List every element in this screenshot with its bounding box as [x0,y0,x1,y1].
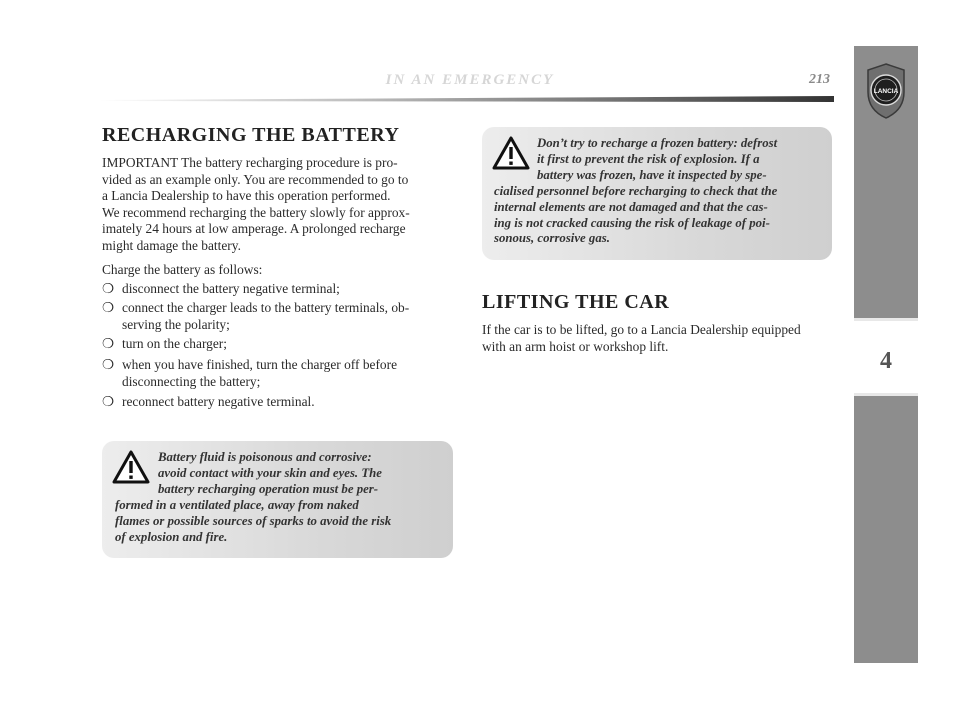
text-line: imately 24 hours at low amperage. A prolonged recharge [102,221,406,237]
text-line: Don’t try to recharge a frozen battery: defrost [537,136,778,150]
bullet-icon: ❍ [102,357,115,372]
text-line: battery was frozen, have it inspected by spe- [537,167,767,182]
text-line: a Lancia Dealership to have this operation performed. [102,188,391,204]
bullet-icon: ❍ [102,300,115,315]
text-line: battery recharging operation must be per- [158,481,379,496]
warning-text [115,498,445,545]
step-text: connect the charger leads to the battery terminals, ob- [122,300,410,315]
step-text: turn on the charger; [122,336,227,351]
intro-text: Charge the battery as follows: [102,262,263,277]
text-line: it first to prevent the risk of explosion. If a [537,151,760,166]
recharging-heading: RECHARGING THE BATTERY [102,124,400,146]
bullet-icon: ❍ [102,336,115,351]
step-text: serving the polarity; [122,316,230,332]
text-line: avoid contact with your skin and eyes. The [158,465,382,480]
lifting-paragraph [482,322,842,355]
text-line: Battery fluid is poisonous and corrosive: [158,450,372,464]
text-line: internal elements are not damaged and that the cas- [494,199,768,214]
text-line: We recommend recharging the battery slowly for approx- [102,204,410,220]
chapter-number: 4 [880,348,892,374]
text-line: flames or possible sources of sparks to avoid the risk [115,513,392,528]
list-item [102,281,462,298]
lancia-logo-icon [864,62,908,120]
warning-triangle-icon [112,450,150,484]
text-line: cialised personnel before recharging to check that the [494,184,778,198]
list-item [102,394,462,411]
text-line: with an arm hoist or workshop lift. [482,338,669,354]
step-text: when you have finished, turn the charger off before [122,357,398,372]
warning-text [158,450,443,497]
text-line: sonous, corrosive gas. [494,231,610,246]
step-text: disconnect the battery negative terminal; [122,281,340,296]
text-line: of explosion and fire. [115,529,228,544]
text-line: vided as an example only. You are recommended to go to [102,171,409,187]
warning-text [494,184,824,247]
lifting-heading: LIFTING THE CAR [482,291,670,313]
warning-text [537,136,823,183]
warning-triangle-icon [492,136,530,170]
text-line: IMPORTANT The battery recharging procedure is pro- [102,155,398,170]
bullet-icon: ❍ [102,394,115,409]
text-line: ing is not cracked causing the risk of leakage of poi- [494,215,770,230]
page-number: 213 [809,72,830,87]
text-line: formed in a ventilated place, away from naked [115,498,359,512]
text-line: If the car is to be lifted, go to a Lancia Dealership equipped [482,322,801,337]
text-line: might damage the battery. [102,237,241,253]
list-item [102,300,462,333]
header-rule [100,96,834,102]
list-item [102,336,462,353]
important-paragraph [102,155,462,255]
step-text: reconnect battery negative terminal. [122,394,315,409]
list-item [102,357,462,390]
step-text: disconnecting the battery; [122,373,261,389]
bullet-icon: ❍ [102,281,115,296]
logo-text: LANCIA [873,88,899,95]
section-title: IN AN EMERGENCY [385,72,555,88]
sidebar-divider [854,393,918,396]
